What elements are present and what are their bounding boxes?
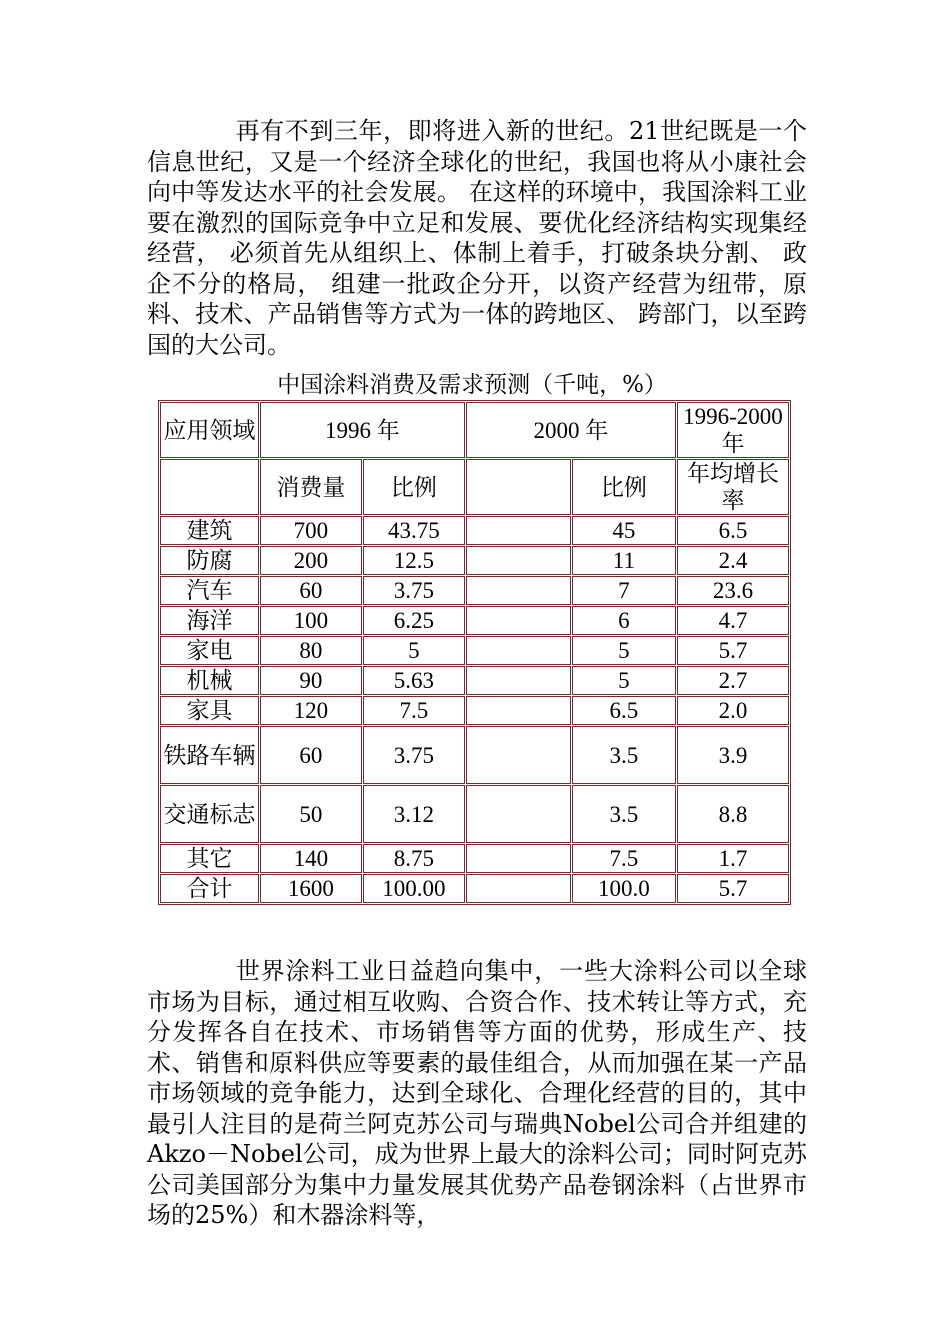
consumption-1996-cell: 90 [260, 666, 362, 695]
subheader-ratio-1996: 比例 [363, 459, 465, 515]
table-row [160, 726, 789, 784]
growth-rate-cell: 23.6 [677, 576, 789, 605]
ratio-1996-cell: 100.00 [363, 874, 465, 903]
ratio-2000-cell: 3.5 [572, 785, 676, 843]
row-field-cell: 防腐 [160, 546, 259, 575]
table-row [160, 844, 789, 873]
ratio-2000-cell: 6.5 [572, 696, 676, 725]
ratio-1996-cell: 3.12 [363, 785, 465, 843]
table-row [160, 546, 789, 575]
consumption-1996-cell: 200 [260, 546, 362, 575]
subheader-consumption-2000 [466, 459, 571, 515]
consumption-1996-cell: 120 [260, 696, 362, 725]
growth-rate-cell: 2.7 [677, 666, 789, 695]
subheader-growth-rate: 年均增长率 [677, 459, 789, 515]
ratio-2000-cell: 5 [572, 666, 676, 695]
ratio-2000-cell: 7.5 [572, 844, 676, 873]
ratio-2000-cell: 7 [572, 576, 676, 605]
header-2000: 2000 年 [466, 402, 676, 458]
growth-rate-cell: 5.7 [677, 636, 789, 665]
consumption-forecast-table [158, 400, 791, 905]
header-field: 应用领域 [160, 402, 259, 458]
ratio-1996-cell: 3.75 [363, 726, 465, 784]
consumption-1996-cell: 100 [260, 606, 362, 635]
ratio-2000-cell: 11 [572, 546, 676, 575]
consumption-2000-cell [466, 576, 571, 605]
consumption-2000-cell [466, 546, 571, 575]
row-field-cell: 海洋 [160, 606, 259, 635]
table-row [160, 785, 789, 843]
consumption-1996-cell: 140 [260, 844, 362, 873]
consumption-1996-cell: 1600 [260, 874, 362, 903]
table-row [160, 874, 789, 903]
row-field-cell: 汽车 [160, 576, 259, 605]
consumption-1996-cell: 700 [260, 516, 362, 545]
table-row [160, 696, 789, 725]
ratio-2000-cell: 45 [572, 516, 676, 545]
ratio-1996-cell: 43.75 [363, 516, 465, 545]
ratio-1996-cell: 5 [363, 636, 465, 665]
ratio-2000-cell: 100.0 [572, 874, 676, 903]
ratio-2000-cell: 6 [572, 606, 676, 635]
header-growth-period: 1996-2000 年 [677, 402, 789, 458]
row-field-cell: 交通标志 [160, 785, 259, 843]
header-1996: 1996 年 [260, 402, 465, 458]
consumption-2000-cell [466, 636, 571, 665]
growth-rate-cell: 2.0 [677, 696, 789, 725]
consumption-1996-cell: 60 [260, 576, 362, 605]
table-row [160, 606, 789, 635]
consumption-2000-cell [466, 666, 571, 695]
row-field-cell: 家电 [160, 636, 259, 665]
consumption-2000-cell [466, 516, 571, 545]
consumption-2000-cell [466, 785, 571, 843]
ratio-1996-cell: 7.5 [363, 696, 465, 725]
ratio-2000-cell: 5 [572, 636, 676, 665]
ratio-1996-cell: 5.63 [363, 666, 465, 695]
subheader-ratio-2000: 比例 [572, 459, 676, 515]
consumption-2000-cell [466, 844, 571, 873]
growth-rate-cell: 6.5 [677, 516, 789, 545]
row-field-cell: 其它 [160, 844, 259, 873]
table-row [160, 576, 789, 605]
table-row [160, 636, 789, 665]
ratio-1996-cell: 8.75 [363, 844, 465, 873]
ratio-1996-cell: 3.75 [363, 576, 465, 605]
growth-rate-cell: 5.7 [677, 874, 789, 903]
growth-rate-cell: 1.7 [677, 844, 789, 873]
consumption-2000-cell [466, 874, 571, 903]
ratio-1996-cell: 6.25 [363, 606, 465, 635]
consumption-1996-cell: 60 [260, 726, 362, 784]
row-field-cell: 铁路车辆 [160, 726, 259, 784]
consumption-2000-cell [466, 726, 571, 784]
row-field-cell: 家具 [160, 696, 259, 725]
row-field-cell: 合计 [160, 874, 259, 903]
paragraph-1-text: 再有不到三年，即将进入新的世纪。21世纪既是一个信息世纪，又是一个经济全球化的世纪，我国也将从小康社会向中等发达水平的社会发展。 在这样的环境中，我国涂料工业要在激烈的国际竞争中立足和发展、要优化经济结构实现集经经营， 必须首先从组织上、体制上着手，打破条块分割、 政企不分的格局， 组建一批政企分开，以资产经营为纽带，原料、技术、产品销售等方式为一体的跨地区、 跨部门，以至跨国的大公司。 [147, 117, 807, 359]
subheader-consumption-1996: 消费量 [260, 459, 362, 515]
table-row [160, 666, 789, 695]
body-paragraph-2 [147, 956, 807, 1231]
consumption-1996-cell: 80 [260, 636, 362, 665]
consumption-1996-cell: 50 [260, 785, 362, 843]
table-subheader-row [160, 459, 789, 515]
row-field-cell: 建筑 [160, 516, 259, 545]
table-caption: 中国涂料消费及需求预测（千吨，%） [277, 372, 667, 398]
body-paragraph-1 [147, 116, 807, 360]
ratio-2000-cell: 3.5 [572, 726, 676, 784]
row-field-cell: 机械 [160, 666, 259, 695]
growth-rate-cell: 4.7 [677, 606, 789, 635]
growth-rate-cell: 8.8 [677, 785, 789, 843]
growth-rate-cell: 3.9 [677, 726, 789, 784]
consumption-2000-cell [466, 606, 571, 635]
subheader-empty [160, 459, 259, 515]
table-header-row [160, 402, 789, 458]
paragraph-2-text: 世界涂料工业日益趋向集中，一些大涂料公司以全球市场为目标，通过相互收购、合资合作、技术转让等方式，充分发挥各自在技术、市场销售等方面的优势，形成生产、技术、销售和原料供应等要素的最佳组合，从而加强在某一产品市场领域的竞争能力，达到全球化、合理化经营的目的，其中最引人注目的是荷兰阿克苏公司与瑞典Nobel公司合并组建的Akzo－Nobel公司，成为世界上最大的涂料公司；同时阿克苏公司美国部分为集中力量发展其优势产品卷钢涂料（占世界市场的25%）和木器涂料等， [147, 957, 807, 1229]
consumption-2000-cell [466, 696, 571, 725]
growth-rate-cell: 2.4 [677, 546, 789, 575]
ratio-1996-cell: 12.5 [363, 546, 465, 575]
table-row [160, 516, 789, 545]
